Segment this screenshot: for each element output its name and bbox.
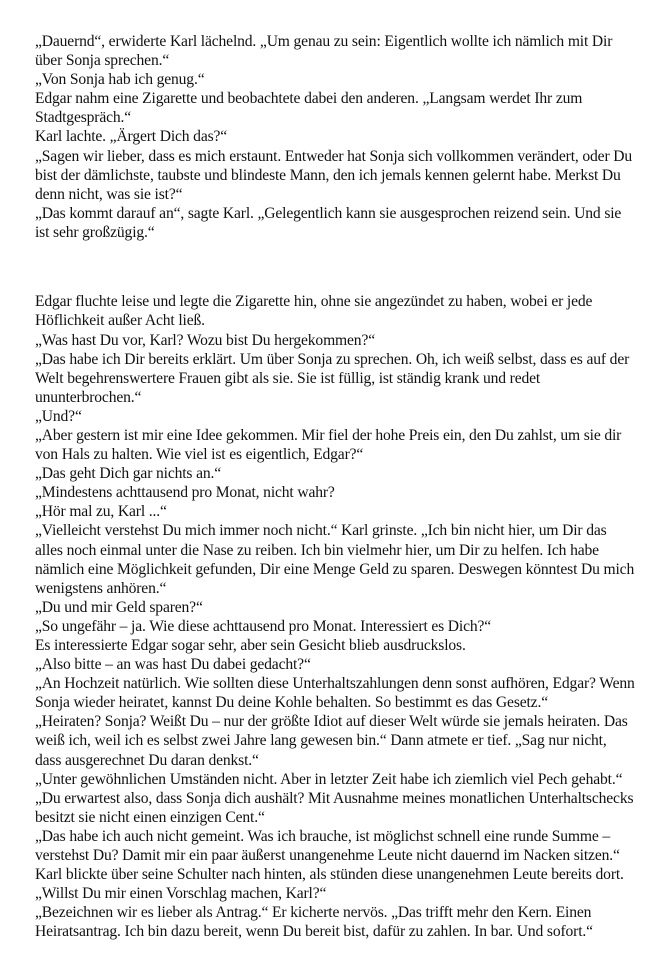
paragraph: „Du und mir Geld sparen?“ xyxy=(35,598,203,616)
paragraph: Edgar nahm eine Zigarette und beobachtete dabei den anderen. „Langsam werdet Ihr zum Stadtgespräch.“ xyxy=(35,90,583,127)
document-page xyxy=(35,32,635,942)
paragraph: „Bezeichnen wir es lieber als Antrag.“ Er kicherte nervös. „Das trifft mehr den Kern. Einen Heiratsantrag. Ich bin dazu bereit, wenn Du bereit bist, dafür zu zahlen. In bar. Und sofort.“ xyxy=(35,904,593,941)
paragraph: „Heiraten? Sonja? Weißt Du – nur der größte Idiot auf dieser Welt würde sie jemals heiraten. Das weiß ich, weil ich es selbst zwei Jahre lang gewesen bin.“ Dann atmete er tief. „Sag nur nicht, dass ausgerechnet Du daran denkst.“ xyxy=(35,713,628,769)
paragraph: „Unter gewöhnlichen Umständen nicht. Aber in letzter Zeit habe ich ziemlich viel Pech gehabt.“ xyxy=(35,770,623,788)
paragraph: „Also bitte – an was hast Du dabei gedacht?“ xyxy=(35,656,311,674)
paragraph: Edgar fluchte leise und legte die Zigarette hin, ohne sie angezündet zu haben, wobei er jede Höflichkeit außer Acht ließ. xyxy=(35,293,593,330)
paragraph: „Das kommt darauf an“, sagte Karl. „Gelegentlich kann sie ausgesprochen reizend sein. Und sie ist sehr großzügig.“ xyxy=(35,204,622,241)
paragraph: Es interessierte Edgar sogar sehr, aber sein Gesicht blieb ausdruckslos. xyxy=(35,637,466,654)
paragraph: „Dauernd“, erwiderte Karl lächelnd. „Um genau zu sein: Eigentlich wollte ich nämlich mit Dir über Sonja sprechen.“ xyxy=(35,33,613,70)
paragraph: „Von Sonja hab ich genug.“ xyxy=(35,71,205,89)
paragraph: „So ungefähr – ja. Wie diese achttausend pro Monat. Interessiert es Dich?“ xyxy=(35,617,492,635)
paragraph: Karl blickte über seine Schulter nach hinten, als stünden diese unangenehmen Leute bereits dort. xyxy=(35,866,624,884)
paragraph: „Hör mal zu, Karl ...“ xyxy=(35,503,167,521)
paragraph: „Mindestens achttausend pro Monat, nicht wahr? xyxy=(35,484,335,502)
paragraph: „An Hochzeit natürlich. Wie sollten diese Unterhaltszahlungen denn sonst aufhören, Edgar? Wenn Sonja wieder heiratet, kannst Du deine Kohle behalten. So bestimmt es das Gesetz.“ xyxy=(35,675,635,712)
paragraph: Karl lachte. „Ärgert Dich das?“ xyxy=(35,128,228,146)
paragraph: „Du erwartest also, dass Sonja dich aushält? Mit Ausnahme meines monatlichen Unterhaltschecks besitzt sie nicht einen einzigen Cent.“ xyxy=(35,789,634,826)
paragraph: „Das habe ich Dir bereits erklärt. Um über Sonja zu sprechen. Oh, ich weiß selbst, dass es auf der Welt begehrenswertere Frauen gibt als sie. Sie ist füllig, ist ständig krank und redet ununterbrochen.“ xyxy=(35,350,630,406)
paragraph: „Was hast Du vor, Karl? Wozu bist Du hergekommen?“ xyxy=(35,331,375,349)
paragraph: „Das habe ich auch nicht gemeint. Was ich brauche, ist möglichst schnell eine runde Summe – verstehst Du? Damit mir ein paar äußerst unangenehme Leute nicht dauernd im Nacken sitzen.“ xyxy=(35,827,620,865)
paragraph: „Sagen wir lieber, dass es mich erstaunt. Entweder hat Sonja sich vollkommen verändert, oder Du bist der dämlichste, taubste und blindeste Mann, den ich jemals kennen gelernt habe. Merkst Du denn nicht, was sie ist?“ xyxy=(35,147,633,203)
paragraph: „Vielleicht verstehst Du mich immer noch nicht.“ Karl grinste. „Ich bin nicht hier, um Dir das alles noch einmal unter die Nase zu reiben. Ich bin vielmehr hier, um Dir zu helfen. Ich habe nämlich eine Möglichkeit gefunden, Dir eine Menge Geld zu sparen. Deswegen könntest Du mich wenigstens anhören.“ xyxy=(35,522,635,597)
paragraph: „Das geht Dich gar nichts an.“ xyxy=(35,465,222,483)
paragraph: „Aber gestern ist mir eine Idee gekommen. Mir fiel der hohe Preis ein, den Du zahlst, um sie dir von Hals zu halten. Wie viel ist es eigentlich, Edgar?“ xyxy=(35,426,622,464)
paragraph: „Und?“ xyxy=(35,407,82,425)
blank-line xyxy=(35,258,635,277)
paragraph: „Willst Du mir einen Vorschlag machen, Karl?“ xyxy=(35,885,327,903)
